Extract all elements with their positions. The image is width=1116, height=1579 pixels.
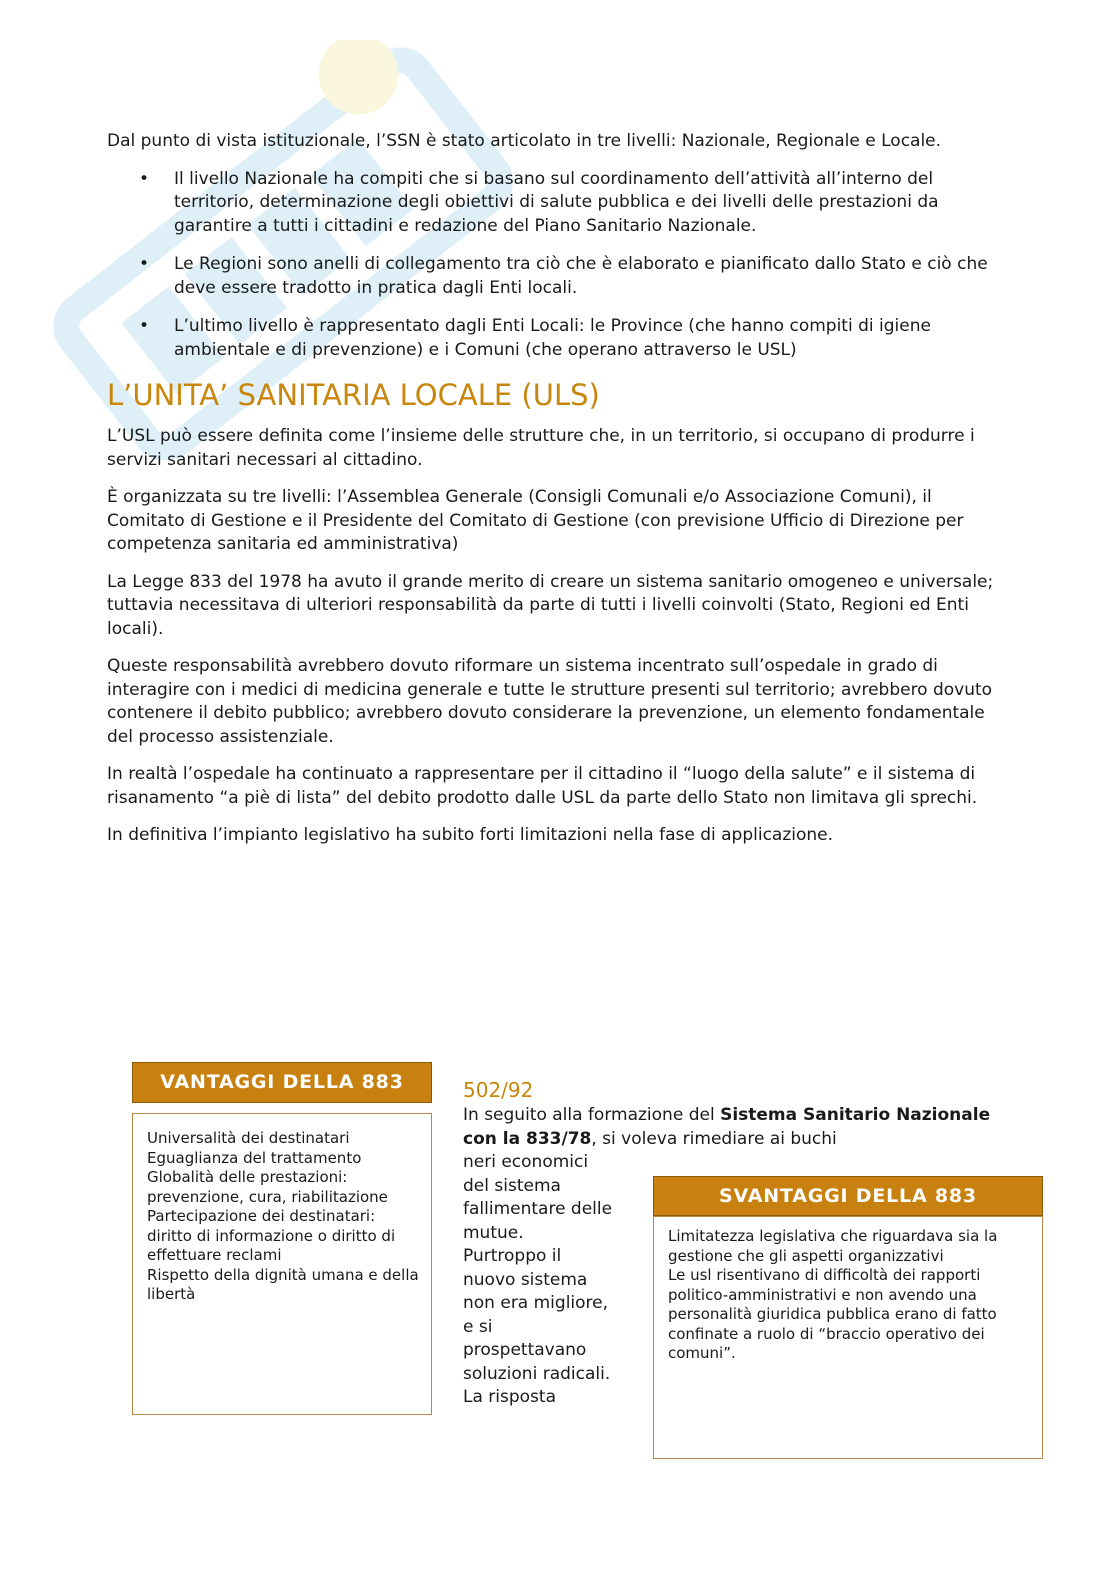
reform-narrow (463, 1151, 643, 1410)
bullet-icon: • (139, 254, 150, 274)
vantaggi-line: Universalità dei destinatari (147, 1129, 350, 1147)
list-item (107, 315, 1007, 362)
reform-text: In seguito alla formazione del (463, 1105, 721, 1125)
reform-line: non era migliore, (463, 1293, 609, 1313)
reform-title: 502/92 (463, 1078, 534, 1102)
reform-intro (463, 1104, 1003, 1151)
svantaggi-box (653, 1216, 1043, 1459)
reform-line: fallimentare delle (463, 1199, 613, 1219)
vantaggi-line: Eguaglianza del trattamento (147, 1148, 362, 1167)
reform-line: soluzioni radicali. (463, 1363, 611, 1384)
intro-paragraph: Dal punto di vista istituzionale, l’SSN è stato articolato in tre livelli: Nazionale, Regionale e Locale. (107, 131, 942, 151)
vantaggi-line: Rispetto della dignità umana e della libertà (147, 1265, 419, 1303)
bullet-icon: • (139, 316, 150, 336)
paragraph: In definitiva l’impianto legislativo ha subito forti limitazioni nella fase di applicazione. (107, 825, 834, 845)
vantaggi-line: Partecipazione dei destinatari: diritto di informazione o diritto di effettuare reclami (147, 1207, 396, 1264)
document-body (107, 130, 1007, 862)
reform-line: del sistema (463, 1175, 561, 1196)
vantaggi-box (132, 1113, 432, 1415)
paragraph: L’USL può essere definita come l’insieme delle strutture che, in un territorio, si occupano di produrre i servizi sanitari necessari al cittadino. (107, 426, 975, 470)
reform-line: prospettavano (463, 1340, 587, 1360)
bullet-icon: • (139, 168, 150, 189)
list-item-text: Il livello Nazionale ha compiti che si basano sul coordinamento dell’attività all’interno del territorio, determinazione degli obiettivi di salute pubblica e dei livelli delle prestazioni da garantire a tutti i cittadini e redazione del Piano Sanitario Nazionale. (174, 168, 939, 236)
vantaggi-header: VANTAGGI DELLA 883 (132, 1062, 432, 1103)
vantaggi-line: Globalità delle prestazioni: prevenzione, cura, riabilitazione (147, 1168, 388, 1206)
reform-line: neri economici (463, 1152, 589, 1172)
reform-bold: Sistema Sanitario Nazionale con la 833/78 (463, 1105, 991, 1149)
levels-list (107, 168, 1007, 363)
list-item (107, 168, 1007, 239)
paragraph: Queste responsabilità avrebbero dovuto riformare un sistema incentrato sull’ospedale in grado di interagire con i medici di medicina generale e tutte le strutture presenti sul territorio; avrebbero dovuto contenere il debito pubblico; avrebbero dovuto considerare la prevenzione, un elemento fondamentale del processo assistenziale. (107, 656, 993, 747)
list-item (107, 253, 1007, 300)
reform-line: La risposta (463, 1387, 556, 1407)
reform-text: , si voleva rimediare ai buchi (591, 1128, 837, 1149)
svantaggi-line: Limitatezza legislativa che riguardava sia la gestione che gli aspetti organizzativi (668, 1227, 998, 1265)
reform-line: mutue. (463, 1222, 524, 1243)
reform-line: e si (463, 1316, 493, 1337)
list-item-text: L’ultimo livello è rappresentato dagli Enti Locali: le Province (che hanno compiti di igiene ambientale e di prevenzione) e i Comuni (che operano attraverso le USL) (174, 316, 931, 360)
reform-line: nuovo sistema (463, 1269, 588, 1290)
paragraph: In realtà l’ospedale ha continuato a rappresentare per il cittadino il “luogo della salute” e il sistema di risanamento “a piè di lista” del debito prodotto dalle USL da parte dello Stato non limitava gli sprechi. (107, 764, 978, 808)
svantaggi-header: SVANTAGGI DELLA 883 (653, 1176, 1043, 1216)
paragraph: La Legge 833 del 1978 ha avuto il grande merito di creare un sistema sanitario omogeneo e universale; tuttavia necessitava di ulteriori responsabilità da parte di tutti i livelli coinvolti (Stato, Regioni ed Enti locali). (107, 571, 994, 639)
list-item-text: Le Regioni sono anelli di collegamento tra ciò che è elaborato e pianificato dallo Stato e ciò che deve essere tradotto in pratica dagli Enti locali. (174, 254, 988, 298)
paragraph: È organizzata su tre livelli: l’Assemblea Generale (Consigli Comunali e/o Associazione Comuni), il Comitato di Gestione e il Presidente del Comitato di Gestione (con previsione Ufficio di Direzione per competenza sanitaria ed amministrativa) (107, 487, 964, 554)
svantaggi-line: Le usl risentivano di difficoltà dei rapporti politico-amministrativi e non avendo una personalità giuridica pubblica erano di fatto confinate a ruolo di “braccio operativo dei comuni”. (668, 1266, 997, 1362)
reform-line: Purtroppo il (463, 1246, 562, 1266)
section-title: L’UNITA’ SANITARIA LOCALE (ULS) (107, 378, 600, 412)
